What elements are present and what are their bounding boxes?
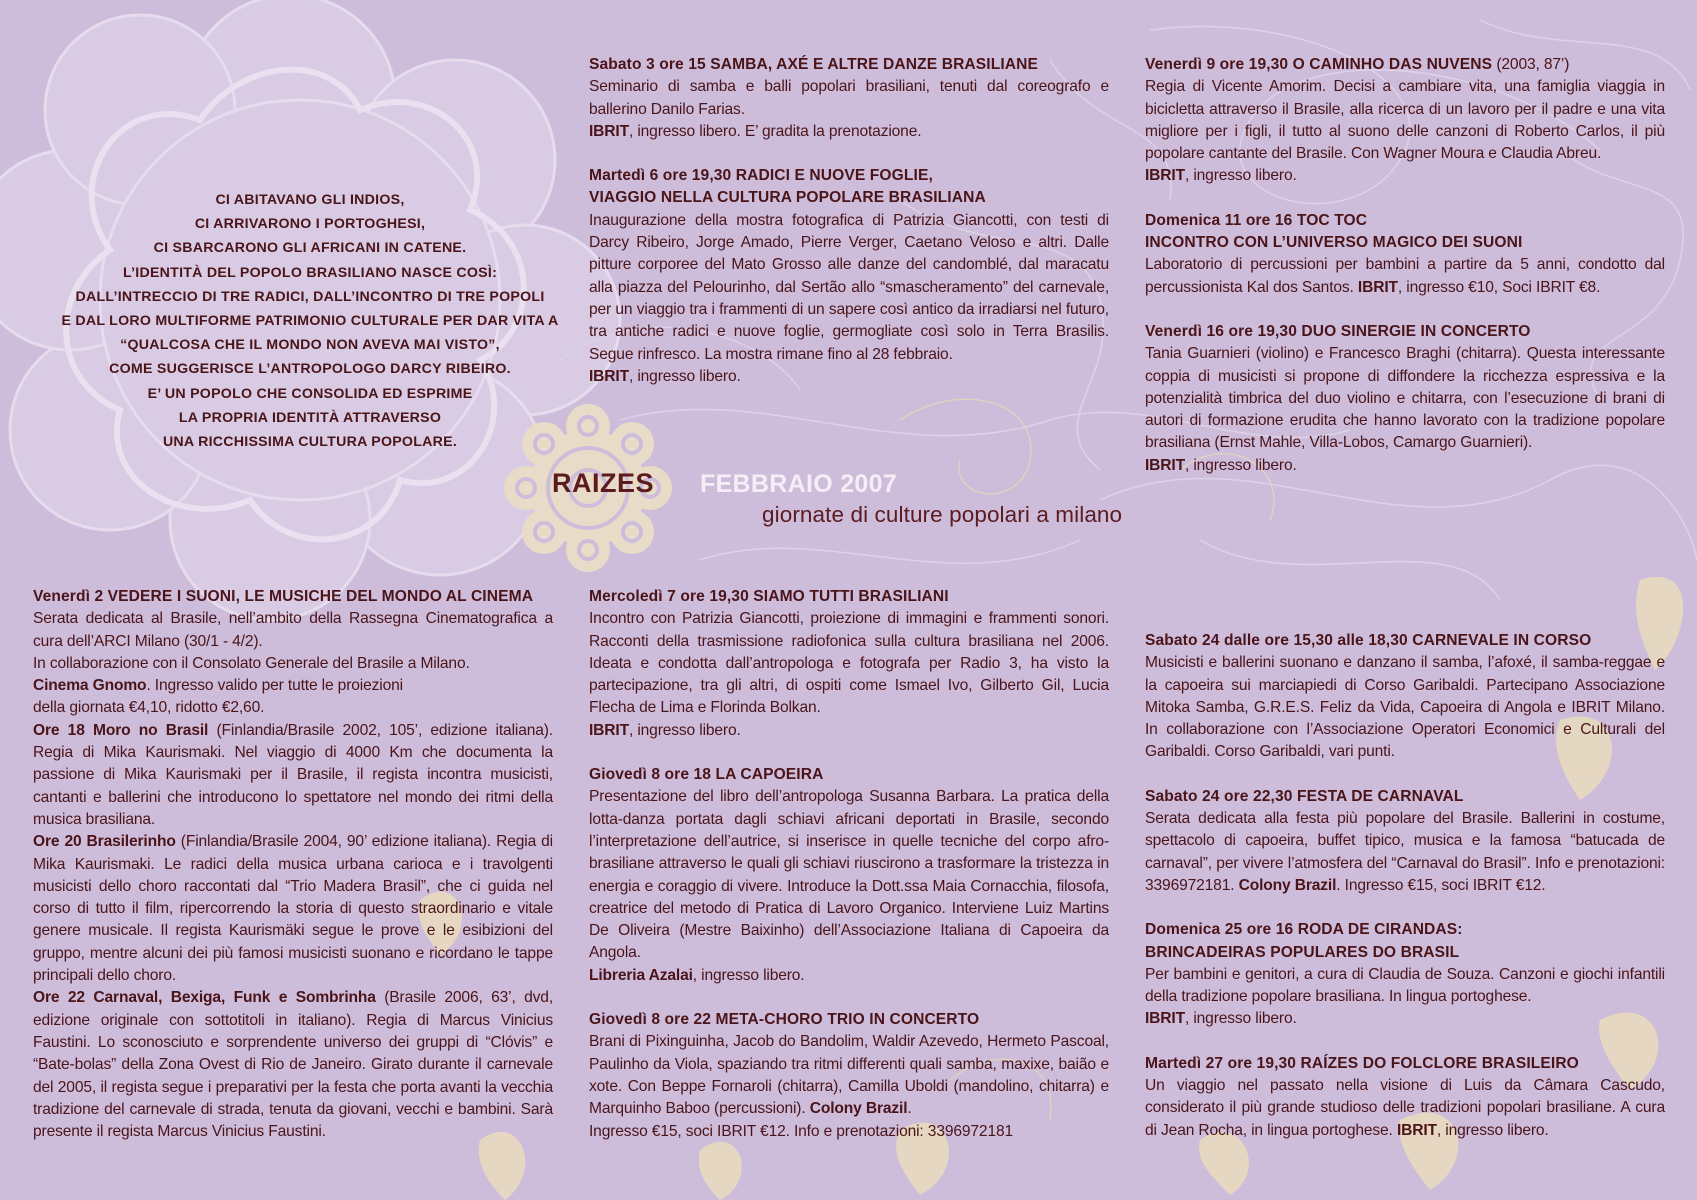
venue-detail: , ingresso libero.: [1184, 167, 1297, 185]
event-giovedi-8-capoeira: [589, 764, 1109, 987]
venue-detail: .: [907, 1100, 912, 1118]
event-text: Inaugurazione della mostra fotografica di Patrizia Giancotti, con testi di Darcy Ribeiro, Jorge Amado, Pierre Verger, Caetano Veloso e altri. Dalle pitture corporee del Mato Grosso alle danze del candomblé, dal maracatu alla piazza del Pelourinho, dal Sertão allo “smascheramento” del carnevale, per un viaggio tra i frammenti di un sapere così antico da irradiarsi nel futuro, tra antiche radici e nuove foglie, germogliate così solo in Terra Brasilis. Segue rinfresco. La mostra rimane fino al 28 febbraio.: [589, 211, 1109, 363]
venue-name: Libreria Azalai: [589, 966, 693, 984]
event-price: Ingresso €15, soci IBRIT €12. Info e prenotazioni: 3396972181: [589, 1122, 1014, 1140]
event-venue-line: [589, 720, 1109, 742]
column-left: [33, 586, 553, 1165]
event-text: [589, 1031, 1109, 1120]
event-venue-line: [589, 121, 1109, 143]
event-header: Venerdì 2 VEDERE I SUONI, LE MUSICHE DEL MONDO AL CINEMA: [33, 588, 534, 605]
event-venue-line: [1145, 455, 1665, 477]
intro-line: “QUALCOSA CHE IL MONDO NON AVEVA MAI VISTO”,: [120, 337, 500, 354]
intro-line: CI SBARCARONO GLI AFRICANI IN CATENE.: [153, 240, 467, 257]
film-title: Ore 22 Carnaval, Bexiga, Funk e Sombrinha: [33, 989, 376, 1007]
film-entry: [33, 831, 553, 987]
film-title: Ore 20 Brasilerinho: [33, 833, 176, 851]
film-text: (Finlandia/Brasile 2002, 105’, edizione italiana). Regia di Mika Kaurismaki. Nel viaggio di 4000 Km che documenta la passione di Mika Kaurismaki per il Brasile, il regista incontra musicisti, cantanti e ballerini che introducono lo spettatore nel mondo dei ritmi della musica brasiliana.: [33, 721, 553, 828]
event-sabato-3: [589, 54, 1109, 143]
venue-name: IBRIT: [1357, 278, 1398, 296]
event-text: Musicisti e ballerini suonano e danzano il samba, l’afoxé, il samba-reggae e la capoeira sui marciapiedi di Corso Garibaldi. Partecipano Associazione Mitoka Samba, G.R.E.S. Feliz da Vida, Capoeira di Angola e IBRIT Milano. In collaborazione con l’Associazione Operatori Economici e Culturali del Garibaldi. Corso Garibaldi, vari punti.: [1145, 654, 1665, 761]
event-header: BRINCADEIRAS POPULARES DO BRASIL: [1145, 943, 1460, 961]
venue-detail: , ingresso €10, Soci IBRIT €8.: [1397, 278, 1601, 296]
intro-line: UNA RICCHISSIMA CULTURA POPOLARE.: [162, 434, 458, 451]
event-text-body: Brani di Pixinguinha, Jacob do Bandolim, Waldir Azevedo, Hermeto Pascoal, Paulinho da Viola, spaziando tra ritmi differenti quali samba, maxixe, baião e xote. Con Beppe Fornaroli (chitarra), Camilla Uboldi (mandolino, chitarra) e Marquinho Baboo (percussioni).: [589, 1033, 1109, 1118]
event-text: In collaborazione con il Consolato Generale del Brasile a Milano.: [33, 654, 470, 672]
event-text: [1145, 254, 1665, 299]
event-header: Sabato 3 ore 15 SAMBA, AXÉ E ALTRE DANZE BRASILIANE: [589, 56, 1039, 73]
venue-name: IBRIT: [1145, 456, 1185, 474]
event-sabato-24-festa: [1145, 786, 1665, 897]
film-title: Ore 18 Moro no Brasil: [33, 721, 209, 739]
event-header: Venerdì 9 ore 19,30 O CAMINHO DAS NUVENS: [1145, 56, 1493, 73]
intro-line: E’ UN POPOLO CHE CONSOLIDA ED ESPRIME: [147, 385, 473, 402]
event-text-body: Laboratorio di percussioni per bambini a partire da 5 anni, condotto dal percussionista Kal dos Santos.: [1145, 256, 1665, 296]
event-header-line: [1145, 54, 1665, 76]
event-header: Domenica 11 ore 16 TOC TOC: [1145, 211, 1368, 229]
column-right-bottom: [1145, 630, 1665, 1164]
event-price: della giornata €4,10, ridotto €2,60.: [33, 699, 265, 717]
event-header: Martedì 6 ore 19,30 RADICI E NUOVE FOGLIE,: [589, 167, 933, 185]
column-middle-bottom: [589, 586, 1109, 1165]
event-text: Tania Guarnieri (violino) e Francesco Braghi (chitarra). Questa interessante coppia di musicisti si propone di diffondere la ricchezza espressiva e la potenzialità timbrica del duo violino e chitarra, con l’esecuzione di brani di autori di formazione erudita che hanno lavorato con la tradizione popolare brasiliana (Ernst Mahle, Villa-Lobos, Camargo Guarnieri).: [1145, 345, 1665, 452]
venue-name: IBRIT: [589, 721, 629, 739]
event-sabato-24-carnevale: [1145, 630, 1665, 764]
event-header: Mercoledì 7 ore 19,30 SIAMO TUTTI BRASILIANI: [589, 588, 949, 605]
event-domenica-25: [1145, 919, 1665, 1030]
venue-detail: . Ingresso €15, soci IBRIT €12.: [1336, 876, 1546, 894]
intro-line: LA PROPRIA IDENTITÀ ATTRAVERSO: [178, 409, 442, 426]
venue-detail: , ingresso libero. E’ gradita la prenotazione.: [628, 122, 922, 140]
venue-detail: , ingresso libero.: [628, 367, 741, 385]
intro-line: COME SUGGERISCE L’ANTROPOLOGO DARCY RIBEIRO.: [109, 361, 511, 378]
venue-name: Cinema Gnomo: [33, 677, 147, 695]
event-venue-line: [1145, 1008, 1665, 1030]
intro-line: CI ABITAVANO GLI INDIOS,: [215, 192, 405, 208]
event-venerdi-16: [1145, 321, 1665, 477]
venue-detail: , ingresso libero.: [1184, 456, 1297, 474]
event-text: Serata dedicata al Brasile, nell’ambito della Rassegna Cinematografica a cura dell’ARCI Milano (30/1 - 4/2).: [33, 610, 553, 650]
event-header: Venerdì 16 ore 19,30 DUO SINERGIE IN CONCERTO: [1145, 322, 1531, 340]
event-martedi-27: [1145, 1053, 1665, 1142]
column-middle-top: [589, 54, 1109, 410]
event-text: [1145, 808, 1665, 897]
event-header: VIAGGIO NELLA CULTURA POPOLARE BRASILIANA: [589, 189, 986, 207]
logo-subtitle: giornate di culture popolari a milano: [762, 502, 1123, 527]
event-header: Sabato 24 ore 22,30 FESTA DE CARNAVAL: [1145, 787, 1464, 805]
event-domenica-11: [1145, 210, 1665, 299]
venue-name: IBRIT: [589, 367, 629, 385]
event-text: Seminario di samba e balli popolari brasiliani, tenuti dal coreografo e ballerino Danilo Farias.: [589, 78, 1109, 118]
event-venue-line: [589, 965, 1109, 987]
venue-detail: , ingresso libero.: [1436, 1121, 1549, 1139]
logo-month: FEBBRAIO 2007: [700, 470, 898, 498]
event-header: Giovedì 8 ore 18 LA CAPOEIRA: [589, 766, 824, 784]
event-text-body: Un viaggio nel passato nella visione di Luis da Câmara Cascudo, considerato il più grande studioso delle tradizioni popolari brasiliane. A cura di Jean Rocha, in lingua portoghese.: [1145, 1077, 1665, 1139]
event-text: Incontro con Patrizia Giancotti, proiezione di immagini e frammenti sonori. Racconti della trasmissione radiofonica sulla cultura brasiliana nel 2006. Ideata e condotta dall’antropologa e fotografa per Radio 3, ha visto la partecipazione, tra gli altri, di ospiti come Ismael Ivo, Gilberto Gil, Lucia Flecha de Lima e Florinda Bolkan.: [589, 610, 1109, 717]
event-giovedi-8-concerto: [589, 1009, 1109, 1143]
venue-name: IBRIT: [1145, 167, 1185, 185]
intro-line: E DAL LORO MULTIFORME PATRIMONIO CULTURALE PER DAR VITA A: [61, 313, 559, 330]
event-header: Sabato 24 dalle ore 15,30 alle 18,30 CARNEVALE IN CORSO: [1145, 632, 1592, 649]
event-text-body: Serata dedicata alla festa più popolare del Brasile. Ballerini in costume, spettacolo di capoeira, buffet tipico, musica e la famosa “batucada de carnaval”, per vivere l’atmosfera del “Carnaval do Brasil”. Info e prenotazioni: 3396972181.: [1145, 810, 1665, 894]
film-entry: [33, 987, 553, 1143]
venue-name: Colony Brazil: [809, 1100, 908, 1118]
column-right-top: [1145, 54, 1665, 499]
venue-detail: , ingresso libero.: [628, 721, 741, 739]
logo-name: RAIZES: [552, 468, 655, 498]
event-martedi-6: [589, 165, 1109, 388]
film-text: (Brasile 2006, 63’, dvd, edizione originale con sottotitoli in italiano). Regia di Marcus Vinicius Faustini. Lo sconosciuto e sorprendente universo dei gruppi di “Clóvis” e “Bate-bolas” della Zona Ovest di Rio de Janeiro. Girato durante il carnevale del 2005, il regista segue i preparativi per la festa che porta avanti la vecchia tradizione del carnevale di strada, tenuta da giovani, vecchi e bambini. Sarà presente il regista Marcus Vinicius Faustini.: [33, 989, 553, 1141]
event-venue-line: [1145, 165, 1665, 187]
event-header: INCONTRO CON L’UNIVERSO MAGICO DEI SUONI: [1145, 234, 1523, 252]
venue-name: IBRIT: [1145, 1010, 1185, 1028]
film-entry: [33, 720, 553, 831]
event-header: Giovedì 8 ore 22 META-CHORO TRIO IN CONCERTO: [589, 1011, 980, 1029]
venue-name: IBRIT: [1396, 1121, 1437, 1139]
intro-line: L’IDENTITÀ DEL POPOLO BRASILIANO NASCE COSÌ:: [122, 264, 498, 281]
event-header: Domenica 25 ore 16 RODA DE CIRANDAS:: [1145, 921, 1463, 939]
event-venerdi-9: [1145, 54, 1665, 188]
event-text: Regia di Vicente Amorim. Decisi a cambiare vita, una famiglia viaggia in bicicletta attraverso il Brasile, alla ricerca di un lavoro per il padre e una vita migliore per i figli, il tutto al suono delle canzoni di Roberto Carlos, il più popolare cantante del Brasile. Con Wagner Moura e Claudia Abreu.: [1145, 78, 1665, 163]
event-venue-line: [33, 675, 553, 697]
intro-text: [60, 188, 560, 454]
event-text: [1145, 1075, 1665, 1142]
venue-name: IBRIT: [589, 122, 629, 140]
film-text: (Finlandia/Brasile 2004, 90’ edizione italiana). Regia di Mika Kaurismaki. Le radici della musica urbana carioca e i travolgenti musicisti dello choro raccontati dal “Trio Madera Brasil”, che ci guida nel corso di tutto il film, ripercorrendo la storia di questo straordinario e vitale genere musicale. Il regista Kaurismäki segue le prove e le esibizioni del gruppo, mentre alcuni dei più famosi musicisti suonano e ricordano le tappe principali dello choro.: [33, 833, 553, 985]
intro-line: CI ARRIVARONO I PORTOGHESI,: [194, 216, 426, 233]
event-venerdi-2: [33, 586, 553, 1143]
venue-name: Colony Brazil: [1238, 876, 1337, 894]
venue-detail: , ingresso libero.: [1184, 1010, 1297, 1028]
event-text: Presentazione del libro dell’antropologa Susanna Barbara. La pratica della lotta-danza portata dagli schiavi africani deportati in Brasile, secondo l’interpretazione dell’autrice, si inserisce in quelle tecniche del corpo afro-brasiliane attraverso le quali gli schiavi riuscirono a trasformare la tristezza in energia e coraggio di vivere. Introduce la Dott.ssa Maia Cornacchia, filosofa, creatrice del metodo di Pratica di Lavoro Organico. Interviene Luiz Martins De Oliveira (Mestre Baixinho) dell’Associazione Italiana di Capoeira da Angola.: [589, 788, 1109, 962]
event-header: Martedì 27 ore 19,30 RAÍZES DO FOLCLORE BRASILEIRO: [1145, 1054, 1579, 1072]
venue-detail: . Ingresso valido per tutte le proiezioni: [146, 677, 403, 695]
event-mercoledi-7: [589, 586, 1109, 742]
event-text: Per bambini e genitori, a cura di Claudia de Souza. Canzoni e giochi infantili della tradizione popolare brasiliana. In lingua portoghese.: [1145, 965, 1665, 1006]
event-venue-line: [589, 366, 1109, 388]
intro-line: DALL’INTRECCIO DI TRE RADICI, DALL’INCONTRO DI TRE POPOLI: [75, 288, 545, 305]
venue-detail: , ingresso libero.: [692, 966, 805, 984]
event-header-extra: (2003, 87’): [1492, 56, 1570, 73]
